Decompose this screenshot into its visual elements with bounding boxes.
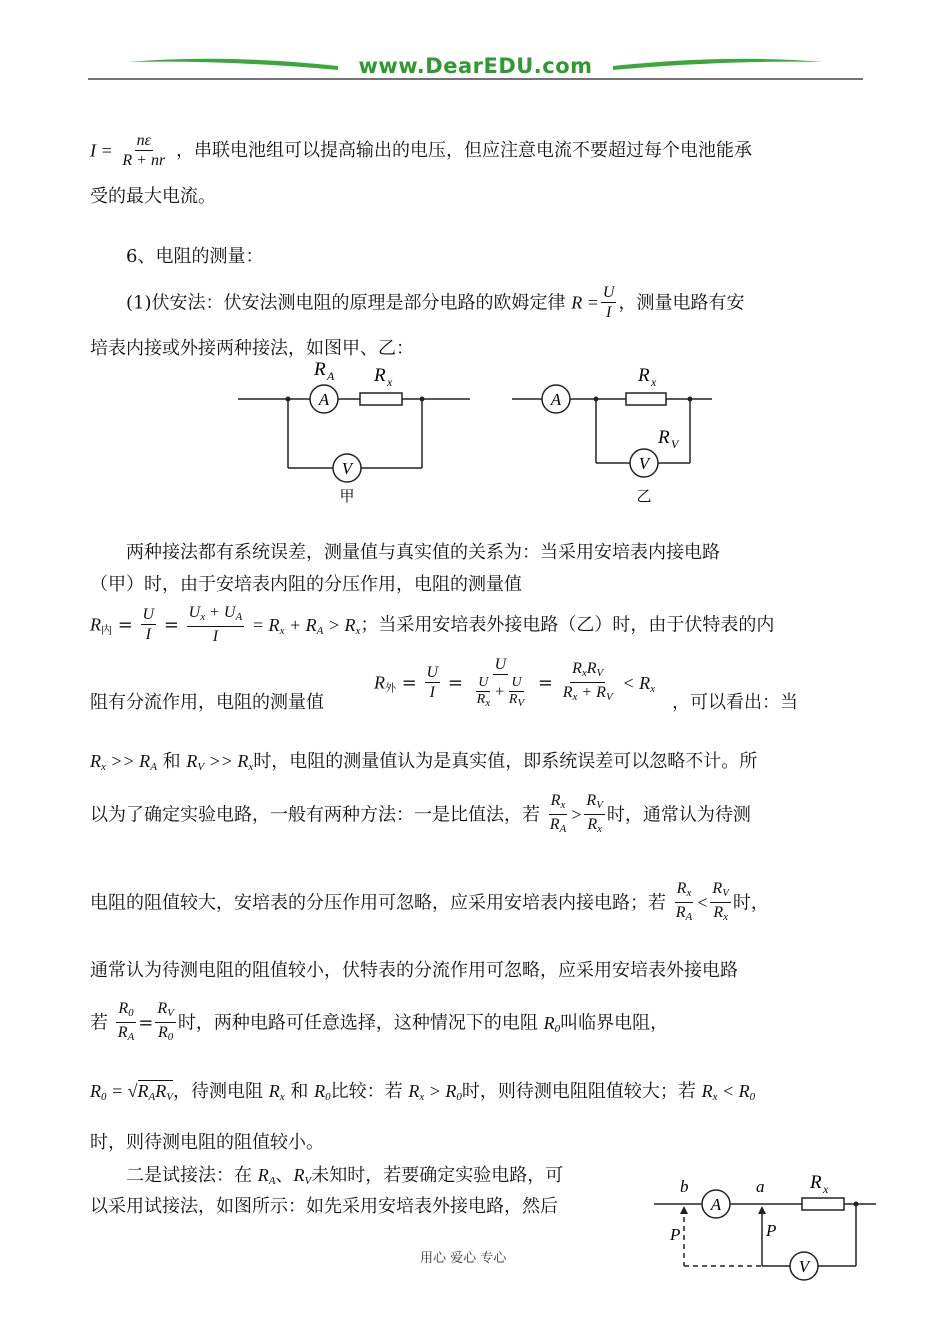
formula-current: I = $\frac{n\varepsilon}{R + nr}$ <box>90 132 166 169</box>
body-line9: 若 $\frac{R_0}{R_A}$ = $\frac{R_V}{R_0}$ 时，两种电路可任意选择，这种情况下的电阻 $R_0$叫临界电阻， <box>90 1000 669 1043</box>
probe-p1-label: P <box>670 1225 681 1244</box>
rx-label: R <box>810 1172 822 1193</box>
node-a-label: a <box>756 1177 765 1196</box>
paragraph-series-battery: ，串联电池组可以提高输出的电压，但应注意电流不要超过每个电池能承 <box>176 140 752 161</box>
body-line4-head: 阻有分流作用，电阻的测量值 <box>90 692 324 713</box>
page-header <box>88 52 863 84</box>
formula-r-outer: $R_外$ = $\frac{U}{I}$ = U $\frac{U}{R_x}$ + $\frac{U}{R_V}$ = $\frac{R_xR_V}{R_x + R_V}$ < $R_x$ <box>374 656 655 709</box>
page-footer: 用心 爱心 专心 <box>420 1251 507 1266</box>
rv-sub: V <box>671 437 679 451</box>
circuit-diagram-trial <box>650 1168 880 1288</box>
body-line10: $R_0 = √R_AR_V$，待测电阻 $R_x$ 和 $R_0$比较：若 $R_x > R_0$时，则待测电阻阻值较大；若 $R_x < R_0$ <box>90 1081 756 1103</box>
voltammetry-intro: (1)伏安法：伏安法测电阻的原理是部分电路的欧姆定律 R = $\frac{U}{I}$ ，测量电路有安 <box>126 284 745 321</box>
body-line12: 二是试接法：在 $R_A$、$R_V$未知时，若要确定实验电路，可 <box>126 1165 564 1187</box>
ammeter-label: A <box>550 390 562 409</box>
body-line7: 电阻的阻值较大，安培表的分压作用可忽略，应采用安培表内接电路；若 $\frac{R_x}{R_A}$ < $\frac{R_V}{R_x}$ 时， <box>90 880 769 923</box>
rx-label: R <box>374 365 386 386</box>
ra-label: R <box>314 359 326 380</box>
circuit-diagram-yi <box>510 355 720 510</box>
voltmeter-label: V <box>798 1257 810 1276</box>
voltmeter-label: V <box>341 459 353 478</box>
caption-yi: 乙 <box>636 489 652 505</box>
voltammetry-line2: 培表内接或外接两种接法，如图甲、乙： <box>90 338 414 359</box>
formula-r-inner: $R_内$ = $\frac{U}{I}$ = $\frac{U_x + U_A}{I}$ = $R_x + R_A > R_x$；当采用安培表外接电路（乙）时，由于伏特表的内 <box>90 604 775 645</box>
caption-jia: 甲 <box>339 489 355 505</box>
ra-sub: A <box>327 369 335 383</box>
body-line4-tail: ，可以看出：当 <box>672 692 798 713</box>
body-line2: （甲）时，由于安培表内阻的分压作用，电阻的测量值 <box>90 574 522 595</box>
body-line5: $R_x >> R_A$ 和 $R_V >> R_x$时，电阻的测量值认为是真实值，即系统误差可以忽略不计。所 <box>90 751 758 773</box>
circuit-diagram-jia <box>236 355 476 510</box>
body-line8: 通常认为待测电阻的阻值较小，伏特表的分流作用可忽略，应采用安培表外接电路 <box>90 960 738 981</box>
body-line13: 以采用试接法，如图所示：如先采用安培表外接电路，然后 <box>90 1196 558 1217</box>
ammeter-label: A <box>318 390 330 409</box>
probe-p2-label: P <box>766 1221 777 1240</box>
voltmeter-label: V <box>638 454 650 473</box>
rx-sub: x <box>387 375 393 389</box>
node-b-label: b <box>680 1177 689 1196</box>
body-line6: 以为了确定实验电路，一般有两种方法：一是比值法，若 $\frac{R_x}{R_A}$ > $\frac{R_V}{R_x}$ 时，通常认为待测 <box>90 792 751 835</box>
section-title: 6、电阻的测量： <box>126 246 264 267</box>
paragraph-line2: 受的最大电流。 <box>90 186 216 207</box>
ammeter-label: A <box>710 1195 722 1214</box>
body-line11: 时，则待测电阻的阻值较小。 <box>90 1132 324 1153</box>
body-line1: 两种接法都有系统误差，测量值与真实值的关系为：当采用安培表内接电路 <box>126 542 720 563</box>
rx-label: R <box>638 365 650 386</box>
rx-sub: x <box>823 1182 829 1196</box>
rv-label: R <box>658 427 670 448</box>
site-logo: www.DearEDU.com <box>358 54 593 78</box>
rx-sub: x <box>651 375 657 389</box>
